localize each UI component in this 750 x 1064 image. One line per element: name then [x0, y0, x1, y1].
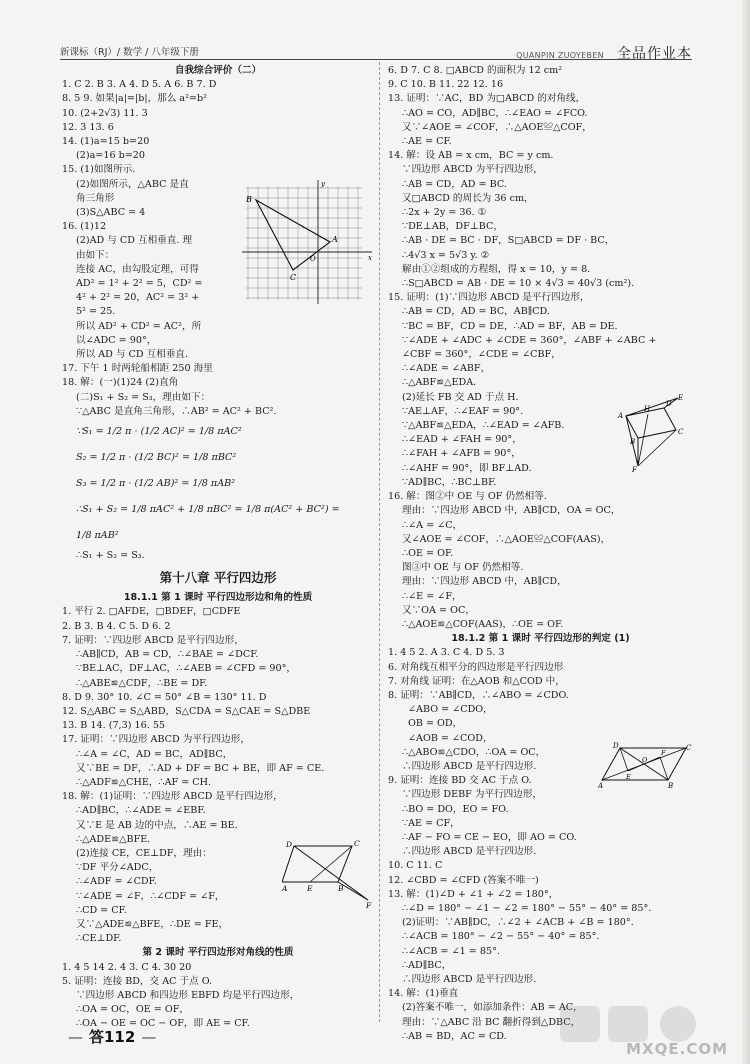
p15-label-c: C: [678, 428, 684, 436]
answer-line: 以∠ADC = 90°，: [76, 334, 157, 346]
p9-label-d: D: [613, 742, 619, 750]
grid-triangle-figure: [238, 178, 378, 306]
answer-line: 16. (1)12: [62, 221, 107, 233]
answer-line: (二)S₁ + S₂ = S₃，理由如下：: [76, 391, 211, 403]
answer-line: ∴∠D = 180° − ∠1 − ∠2 = 180° − 55° − 40° = 85°.: [402, 902, 652, 914]
answer-line: ∠AOB = ∠COD，: [408, 732, 493, 744]
p15-label-d: D: [666, 400, 672, 408]
answer-line: ∠ABO = ∠CDO，: [408, 704, 493, 716]
answer-line: ∴四边形 ABCD 是平行四边形.: [402, 974, 537, 985]
section-title-18-1-1: 18.1.1 第 1 课时 平行四边形边和角的性质: [123, 592, 313, 604]
right-column: [388, 64, 693, 1044]
column-divider: [379, 62, 380, 1022]
answer-line: 1. 4 5 14 2. 4 3. C 4. 30 20: [62, 961, 192, 973]
answer-line: ∴CD = CF.: [76, 904, 127, 916]
answer-line: ∴AO = CO，AD∥BC，∴∠EAO = ∠FCO.: [402, 107, 588, 119]
answer-line: 连接 AC，由勾股定理，可得: [76, 263, 199, 275]
answer-line: 又∵OA = OC，: [402, 604, 475, 616]
answer-line: 又□ABCD 的周长为 36 cm，: [402, 192, 534, 204]
answer-line: 理由：∵四边形 ABCD 中，AB∥CD，OA = OC，: [402, 505, 621, 517]
answer-line: 解由①②组成的方程组，得 x = 10，y = 8.: [402, 263, 591, 275]
answer-line: ∴△AOE≌△COF(AAS)，∴OE = OF.: [402, 618, 564, 630]
answer-line: ∴AD∥BC，∴∠ADE = ∠EBF.: [76, 805, 206, 817]
answer-line: 14. (1)a=15 b=20: [62, 136, 150, 148]
answer-line: 所以 AD 与 CD 互相垂直.: [76, 349, 189, 361]
answer-line: ∴2x + 2y = 36. ①: [402, 207, 487, 219]
answer-line: ∵BE⊥AC，DF⊥AC，∴∠AEB = ∠CFD = 90°，: [76, 663, 297, 675]
formula-conclusion: ∴S₁ + S₂ = S₃.: [76, 550, 145, 562]
answer-line: 18. 解：(1)证明：∵四边形 ABCD 是平行四边形，: [62, 791, 283, 803]
answer-line: ∴AB · DE = BC · DF，S□ABCD = DF · BC，: [402, 235, 615, 247]
watermark-text: MXQE.COM: [626, 1040, 728, 1058]
p9-label-a: A: [598, 782, 604, 788]
answer-line: 13. 证明：∵AC，BD 为□ABCD 的对角线，: [388, 93, 586, 105]
answer-line: 12. ∠CBD = ∠CFD (答案不唯一): [388, 874, 539, 886]
answer-line: ∴△ABF≌△EDA.: [402, 377, 477, 389]
answer-line: ∴AF − FO = CE − EO，即 AO = CO.: [402, 831, 577, 843]
answer-line: 16. 解：图②中 OE 与 OF 仍然相等.: [388, 491, 547, 503]
answer-line: ∠CBF = 360°，∠CDE = ∠CBF，: [402, 349, 561, 361]
answer-line: 图③中 OE 与 OF 仍然相等.: [402, 562, 524, 574]
answer-line: 6. D 7. C 8. □ABCD 的面积为 12 cm²: [388, 65, 563, 76]
answer-line: 又∵E 是 AB 边的中点，∴AE = BE.: [76, 819, 238, 831]
answer-line: ∴△ABO≌△CDO，∴OA = OC，: [402, 746, 546, 758]
answer-line: ∵四边形 DEBF 为平行四边形，: [402, 789, 543, 801]
p15-label-b: B: [630, 438, 636, 446]
p15-label-h: H: [644, 405, 651, 413]
answer-line: (2)证明：∵AB∥DC，∴∠2 + ∠ACB + ∠B = 180°.: [402, 917, 634, 929]
answer-line: ∴AB = CD，AD = BC，AB∥CD.: [402, 306, 550, 318]
answer-line: (2)连接 CE，CE⊥DF，理由：: [76, 847, 212, 859]
quadrilateral-figure-15: [616, 392, 688, 472]
p9-label-f: F: [661, 749, 666, 757]
formula-sum-cont: 1/8 πAB²: [76, 530, 119, 542]
p18-label-b: B: [338, 884, 344, 893]
answer-line: 15. (1)如图所示.: [62, 164, 136, 176]
answer-line: 7. 对角线 证明：在△AOB 和△COD 中，: [388, 675, 565, 687]
answer-line: 又∠AOE = ∠COF，∴△AOE≌△COF(AAS)，: [402, 533, 611, 545]
answer-line: ∴∠AHF = 90°，即 BF⊥AD.: [402, 462, 532, 474]
answer-line: ∴∠A = ∠C，: [402, 519, 463, 531]
grid-label-o: O: [310, 255, 316, 263]
answer-line: 6. 对角线互相平分的四边形是平行四边形: [388, 661, 564, 673]
answer-line: 1. C 2. B 3. A 4. D 5. A 6. B 7. D: [62, 79, 217, 91]
answer-line: ∴4√3 x = 5√3 y. ②: [402, 249, 490, 261]
answer-line: 12. 3 13. 6: [62, 121, 114, 133]
answer-line: ∵∠ADE + ∠ADC + ∠CDE = 360°，∠ABF + ∠ABC +: [402, 334, 657, 346]
answer-line: ∵BC = BF，CD = DE，∴AD = BF，AB = DE.: [402, 320, 618, 332]
formula-s2: S₂ = 1/2 π · (1/2 BC)² = 1/8 πBC²: [76, 452, 237, 464]
answer-line: ∴OA = OC，OE = OF，: [76, 1004, 189, 1016]
answer-line: ∵DF 平分∠ADC，: [76, 862, 159, 874]
p15-label-f: F: [632, 466, 637, 472]
p15-label-e: E: [678, 394, 684, 402]
p9-label-e: E: [626, 773, 631, 781]
section-title-self-review: 自我综合评价（二）: [174, 65, 262, 76]
answer-line: ∵AE⊥AF，∴∠EAF = 90°.: [402, 405, 524, 417]
answer-line: (3)S△ABC = 4: [76, 207, 146, 219]
answer-line: 5. 证明：连接 BD，交 AC 于点 O.: [62, 975, 213, 987]
p15-label-a: A: [618, 412, 624, 420]
answer-line: 4² + 2² = 20，AC² = 3² +: [76, 292, 200, 304]
answer-line: ∴OE = OF.: [402, 547, 454, 559]
answer-line: ∵四边形 ABCD 和四边形 EBFD 均是平行四边形，: [76, 989, 300, 1001]
answer-line: ∴∠ACB = ∠1 = 85°.: [402, 945, 500, 957]
answer-line: 1. 平行 2. □AFDE，□BDEF，□CDFE: [62, 606, 241, 618]
p9-label-o: O: [642, 756, 648, 764]
answer-line: ∴△ADF≌△CHE，∴AF = CH.: [76, 776, 212, 788]
answer-line: 14. 解：(1)垂直: [388, 988, 459, 1000]
answer-line: 13. 解：(1)∠D + ∠1 + ∠2 = 180°，: [388, 888, 559, 900]
answer-line: 2. B 3. B 4. C 5. D 6. 2: [62, 620, 171, 632]
answer-line: 15. 证明：(1)∵四边形 ABCD 是平行四边形，: [388, 292, 590, 304]
header-brand-title: 全品作业本: [617, 46, 692, 62]
answer-line: ∴AB∥CD，AB = CD，∴∠BAE = ∠DCF.: [76, 649, 259, 661]
answer-line: 角三角形: [76, 192, 115, 204]
p9-label-c: C: [686, 744, 692, 752]
answer-line: ∴AE = CF.: [402, 136, 452, 148]
answer-line: ∴OA − OE = OC − OF，即 AE = CF.: [76, 1018, 250, 1030]
formula-sum: ∴S₁ + S₂ = 1/8 πAC² + 1/8 πBC² = 1/8 π(AC² + BC²) =: [76, 504, 340, 516]
p18-label-d: D: [286, 840, 293, 849]
grid-label-y: y: [321, 180, 325, 188]
answer-line: AD² = 1² + 2² = 5，CD² =: [76, 278, 203, 290]
parallelogram-figure-18: [282, 838, 374, 908]
answer-line: ∴AD∥BC，: [402, 959, 452, 971]
answer-line: 由如下：: [76, 249, 115, 261]
answer-line: 8. 5 9. 如果|a|=|b|，那么 a²=b²: [62, 93, 207, 105]
page-number-label: 答112: [89, 1028, 136, 1046]
p18-label-e: E: [307, 884, 313, 893]
answer-line: ∴S□ABCD = AB · DE = 10 × 4√3 = 40√3 (cm²).: [402, 278, 635, 290]
answer-line: 7. 证明：∵四边形 ABCD 是平行四边形，: [62, 634, 244, 646]
answer-line: 14. 解：设 AB = x cm，BC = y cm.: [388, 150, 554, 162]
chapter-title: 第十八章 平行四边形: [159, 570, 277, 586]
header-pinyin: QUANPIN ZUOYEBEN: [516, 51, 604, 60]
answer-line: ∴△ADE≌△BFE.: [76, 833, 151, 845]
answer-line: ∴AB = BD，AC = CD.: [402, 1030, 507, 1042]
grid-label-a: A: [332, 235, 338, 244]
answer-line: ∵△ABC 是直角三角形，∴AB² = AC² + BC².: [76, 405, 277, 417]
answer-line: 9. 证明：连接 BD 交 AC 于点 O.: [388, 775, 532, 787]
answer-line: 12. S△ABC = S△ABD，S△CDA = S△CAE = S△DBE: [62, 705, 311, 717]
answer-line: ∴∠ADF = ∠CDF.: [76, 876, 157, 888]
formula-s1: ∵S₁ = 1/2 π · (1/2 AC)² = 1/8 πAC²: [76, 426, 242, 438]
answer-line: 13. B 14. (7,3) 16. 55: [62, 720, 166, 732]
answer-line: ∵∠ADE = ∠F，∴∠CDF = ∠F，: [76, 890, 225, 902]
answer-line: (2)a=16 b=20: [76, 150, 145, 162]
parallelogram-figure-9: [598, 742, 692, 788]
answer-line: 18. 解：(一)(1)24 (2)直角: [62, 377, 179, 389]
answer-line: 8. 证明：∵AB∥CD，∴∠ABO = ∠CDO.: [388, 689, 569, 701]
answer-line: ∴∠ACB = 180° − ∠2 − 55° − 40° = 85°.: [402, 931, 600, 943]
answer-line: ∵AE = CF，: [402, 817, 460, 829]
answer-line: ∵DE⊥AB，DF⊥BC，: [402, 221, 503, 233]
answer-line: ∴四边形 ABCD 是平行四边形.: [402, 846, 537, 858]
p9-label-b: B: [668, 782, 674, 788]
answer-line: ∵△ABF≌△EDA，∴∠EAD = ∠AFB.: [402, 420, 565, 432]
header-brand: [516, 43, 692, 63]
page-edge-shadow: [742, 0, 750, 1064]
answer-line: ∴CE⊥DF.: [76, 933, 122, 945]
answer-line: 5² = 25.: [76, 306, 116, 318]
answer-line: ∵AD∥BC，∴BC⊥BF.: [402, 476, 497, 488]
p18-label-f: F: [366, 901, 372, 908]
answer-line: 17. 下午 1 时两轮船相距 250 海里: [62, 363, 213, 375]
grid-label-x: x: [368, 254, 372, 262]
page-number: — 答112 —: [68, 1028, 157, 1046]
formula-s3: S₃ = 1/2 π · (1/2 AB)² = 1/8 πAB²: [76, 478, 236, 490]
p18-label-c: C: [354, 839, 360, 848]
answer-line: 17. 证明：∵四边形 ABCD 为平行四边形，: [62, 734, 250, 746]
grid-label-b: B: [246, 195, 252, 204]
section-title-lesson-2: 第 2 课时 平行四边形对角线的性质: [142, 947, 294, 959]
answer-line: 所以 AD² + CD² = AC²，所: [76, 320, 202, 332]
page-header: [0, 0, 750, 62]
answer-line: (2)延长 FB 交 AD 于点 H.: [402, 391, 519, 403]
section-title-18-1-2: 18.1.2 第 1 课时 平行四边形的判定 (1): [451, 633, 630, 645]
answer-line: (2)如图所示，△ABC 是直: [76, 178, 189, 190]
p18-label-a: A: [282, 884, 288, 893]
answer-line: 1. 4 5 2. A 3. C 4. D 5. 3: [388, 647, 505, 659]
answer-line: OB = OD，: [408, 718, 463, 730]
answer-line: 8. D 9. 30° 10. ∠C = 50° ∠B = 130° 11. D: [62, 691, 267, 703]
header-rule: [60, 59, 692, 60]
answer-line: ∴BO = DO，EO = FO.: [402, 803, 509, 815]
answer-line: ∴四边形 ABCD 是平行四边形.: [402, 760, 537, 772]
answer-line: ∴AB = CD，AD = BC.: [402, 178, 507, 190]
grid-label-c: C: [290, 273, 297, 282]
answer-line: 理由：∵四边形 ABCD 中，AB∥CD，: [402, 576, 567, 588]
answer-line: 理由：∵△ABC 沿 BC 翻折得到△DBC，: [402, 1016, 581, 1028]
answer-line: 10. C 11. C: [388, 860, 443, 872]
answer-line: 又∵△ADE≌△BFE，∴DE = FE，: [76, 918, 229, 930]
answer-line: ∴∠EAD + ∠FAH = 90°，: [402, 434, 522, 446]
answer-line: ∴∠ADE = ∠ABF，: [402, 363, 491, 375]
header-breadcrumb: 新课标（RJ）/ 数学 / 八年级下册: [60, 47, 199, 58]
answer-line: ∴∠FAH + ∠AFB = 90°，: [402, 448, 521, 460]
answer-line: ∴∠A = ∠C，AD = BC，AD∥BC，: [76, 748, 233, 760]
answer-line: 又∵∠AOE = ∠COF，∴△AOE≌△COF，: [402, 121, 592, 133]
answer-line: (2)AD 与 CD 互相垂直. 理: [76, 235, 193, 247]
answer-line: 又∵BE = DF，∴AD + DF = BC + BE，即 AF = CE.: [76, 762, 325, 774]
answer-line: 10. (2+2√3) 11. 3: [62, 107, 148, 119]
answer-line: ∵四边形 ABCD 为平行四边形，: [402, 164, 543, 176]
answer-line: ∴∠E = ∠F，: [402, 590, 462, 602]
answer-line: (2)答案不唯一，如添加条件：AB = AC，: [402, 1002, 583, 1014]
answer-line: 9. C 10. B 11. 22 12. 16: [388, 79, 504, 91]
answer-line: ∴△ABE≌△CDF，∴BE = DF.: [76, 677, 208, 689]
